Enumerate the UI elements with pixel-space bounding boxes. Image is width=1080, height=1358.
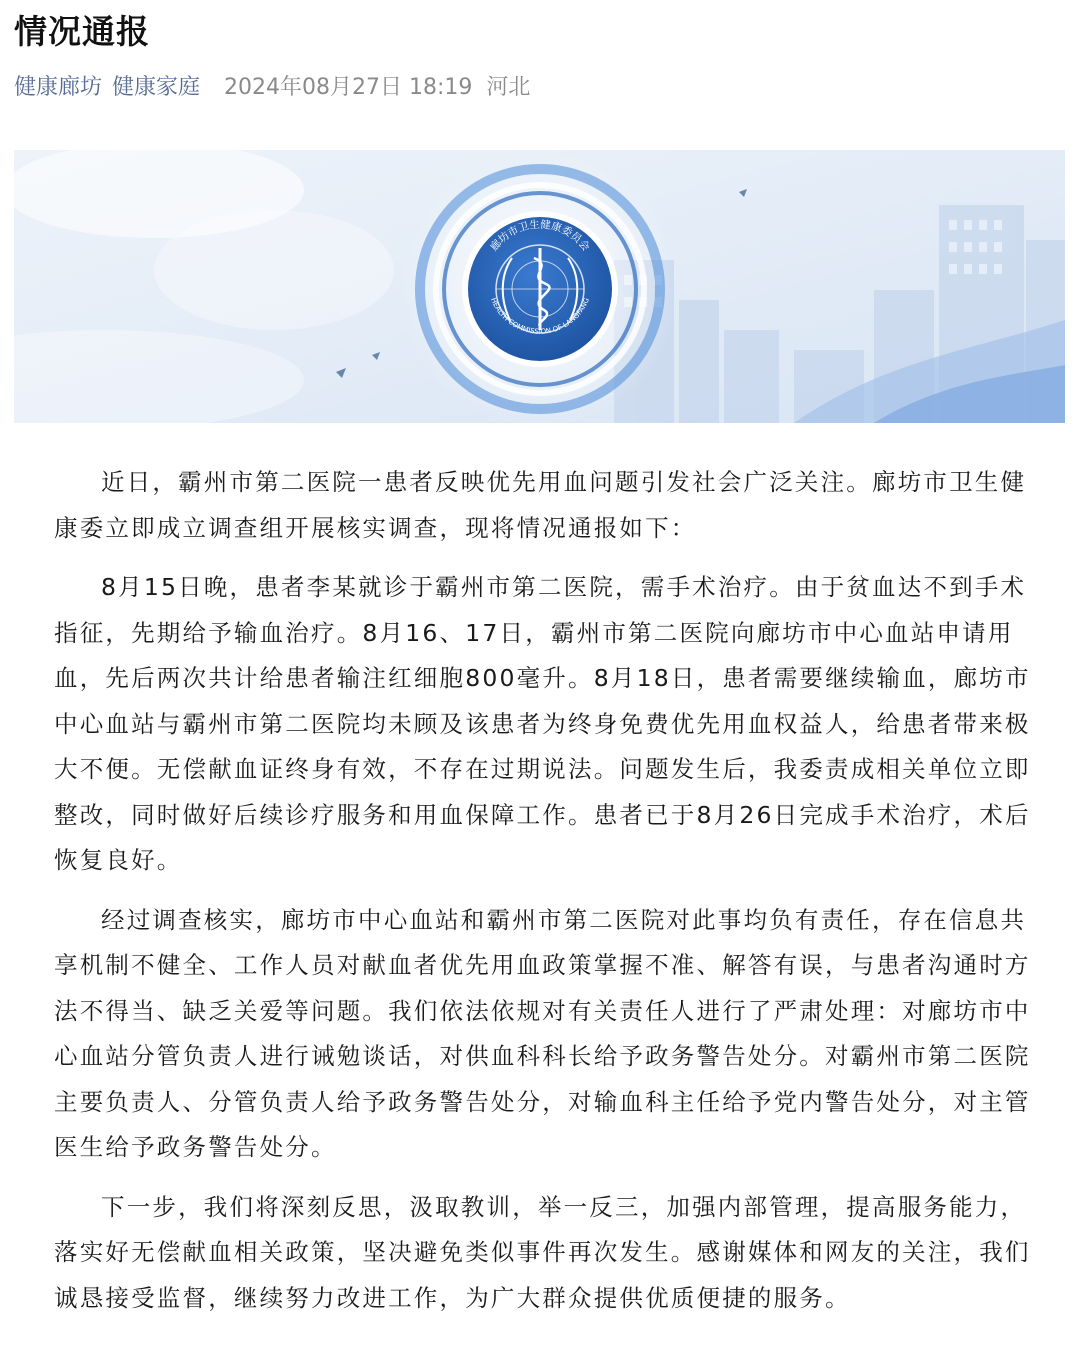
article-meta <box>14 70 530 101</box>
paragraph-2: 8月15日晚，患者李某就诊于霸州市第二医院，需手术治疗。由于贫血达不到手术指征，先期给予输血治疗。8月16、17日，霸州市第二医院向廊坊市中心血站申请用血，先后两次共计给患者输注红细胞800毫升。8月18日，患者需要继续输血，廊坊市中心血站与霸州市第二医院均未顾及该患者为终身免费优先用血权益人，给患者带来极大不便。无偿献血证终身有效，不存在过期说法。问题发生后，我委责成相关单位立即整改，同时做好后续诊疗服务和用血保障工作。患者已于8月26日完成手术治疗，术后恢复良好。 <box>54 573 1031 874</box>
author-name-link[interactable]: 健康家庭 <box>112 75 201 100</box>
paragraph-1: 近日，霸州市第二医院一患者反映优先用血问题引发社会广泛关注。廊坊市卫生健康委立即成立调查组开展核实调查，现将情况通报如下： <box>54 468 1027 542</box>
banner-image <box>14 150 1065 423</box>
emblem-cn-textpath: 廊坊市卫生健康委员会 <box>488 218 592 254</box>
article-title: 情况通报 <box>14 12 150 51</box>
publish-location: 河北 <box>486 75 531 100</box>
emblem-en-textpath: HEALTH COMMISSION OF LANGFANG <box>489 296 591 336</box>
paragraph-4: 下一步，我们将深刻反思，汲取教训，举一反三，加强内部管理，提高服务能力，落实好无偿献血相关政策，坚决避免类似事件再次发生。感谢媒体和网友的关注，我们诚恳接受监督，继续努力改进工作，为广大群众提供优质便捷的服务。 <box>54 1192 1031 1312</box>
cover-banner <box>14 150 1065 423</box>
paragraph-3: 经过调查核实，廊坊市中心血站和霸州市第二医院对此事均负有责任，存在信息共享机制不健全、工作人员对献血者优先用血政策掌握不准、解答有误，与患者沟通时方法不得当、缺乏关爱等问题。我们依法依规对有关责任人进行了严肃处理：对廊坊市中心血站分管负责人进行诫勉谈话，对供血科科长给予政务警告处分。对霸州市第二医院主要负责人、分管负责人给予政务警告处分，对输血科主任给予党内警告处分，对主管医生给予政务警告处分。 <box>54 905 1031 1161</box>
article-body <box>54 460 1034 1335</box>
account-name-link[interactable]: 健康廊坊 <box>14 75 103 100</box>
publish-date: 2024年08月27日 18:19 <box>224 75 473 100</box>
